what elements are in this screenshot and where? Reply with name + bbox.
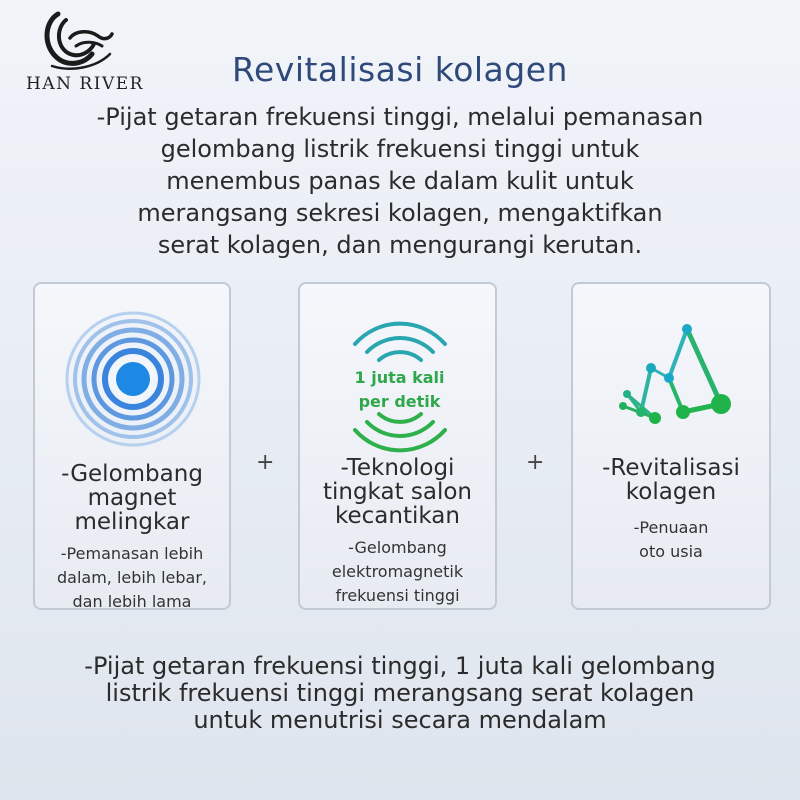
card-description xyxy=(573,516,769,564)
intro-paragraph xyxy=(60,101,740,261)
footer-line: -Pijat getaran frekuensi tinggi, 1 juta kali gelombang xyxy=(84,652,716,680)
card-heading-line: magnet xyxy=(87,485,177,511)
card-heading-line: -Teknologi xyxy=(340,455,455,481)
plus-sign: + xyxy=(526,450,545,475)
card-heading xyxy=(573,456,769,504)
card-description-line: oto usia xyxy=(639,542,703,561)
card-description-line: elektromagnetik xyxy=(331,562,464,581)
card-heading-line: tingkat salon xyxy=(322,479,473,505)
card-heading-line: -Revitalisasi xyxy=(602,455,740,481)
card-heading xyxy=(35,462,229,534)
frequency-label-line: per detik xyxy=(358,392,441,411)
feature-card-collagen-revitalization xyxy=(571,282,771,610)
card-heading-line: -Gelombang xyxy=(61,461,203,487)
card-heading xyxy=(300,456,495,528)
card-description-line: -Gelombang xyxy=(348,538,447,557)
card-description-line: dalam, lebih lebar, xyxy=(57,568,207,587)
card-description-line: -Pemanasan lebih xyxy=(60,544,204,563)
frequency-label-line: 1 juta kali xyxy=(354,368,445,387)
intro-line: merangsang sekresi kolagen, mengaktifkan xyxy=(137,199,663,227)
intro-line: menembus panas ke dalam kulit untuk xyxy=(166,167,634,195)
frequency-label xyxy=(300,366,499,414)
feature-card-circular-magnetic-wave xyxy=(33,282,231,610)
intro-line: gelombang listrik frekuensi tinggi untuk xyxy=(160,135,640,163)
card-heading-line: kecantikan xyxy=(335,503,460,529)
concentric-circles-icon xyxy=(60,306,206,452)
card-heading-line: melingkar xyxy=(74,509,190,535)
footer-line: listrik frekuensi tinggi merangsang serat kolagen xyxy=(105,679,695,707)
card-description xyxy=(35,542,229,614)
page-title: Revitalisasi kolagen xyxy=(232,50,568,89)
footer-line: untuk menutrisi secara mendalam xyxy=(193,706,607,734)
brand-name: HAN RIVER xyxy=(26,74,144,94)
collagen-network-icon xyxy=(603,314,743,444)
footer-paragraph xyxy=(40,653,760,734)
card-description-line: frekuensi tinggi xyxy=(335,586,460,605)
card-heading-line: kolagen xyxy=(625,479,717,505)
card-description-line: dan lebih lama xyxy=(72,592,192,611)
intro-line: serat kolagen, dan mengurangi kerutan. xyxy=(157,231,643,259)
intro-line: -Pijat getaran frekuensi tinggi, melalui pemanasan xyxy=(96,103,704,131)
plus-sign: + xyxy=(256,450,275,475)
card-description-line: -Penuaan xyxy=(633,518,709,537)
card-description xyxy=(300,536,495,608)
feature-card-salon-technology xyxy=(298,282,497,610)
